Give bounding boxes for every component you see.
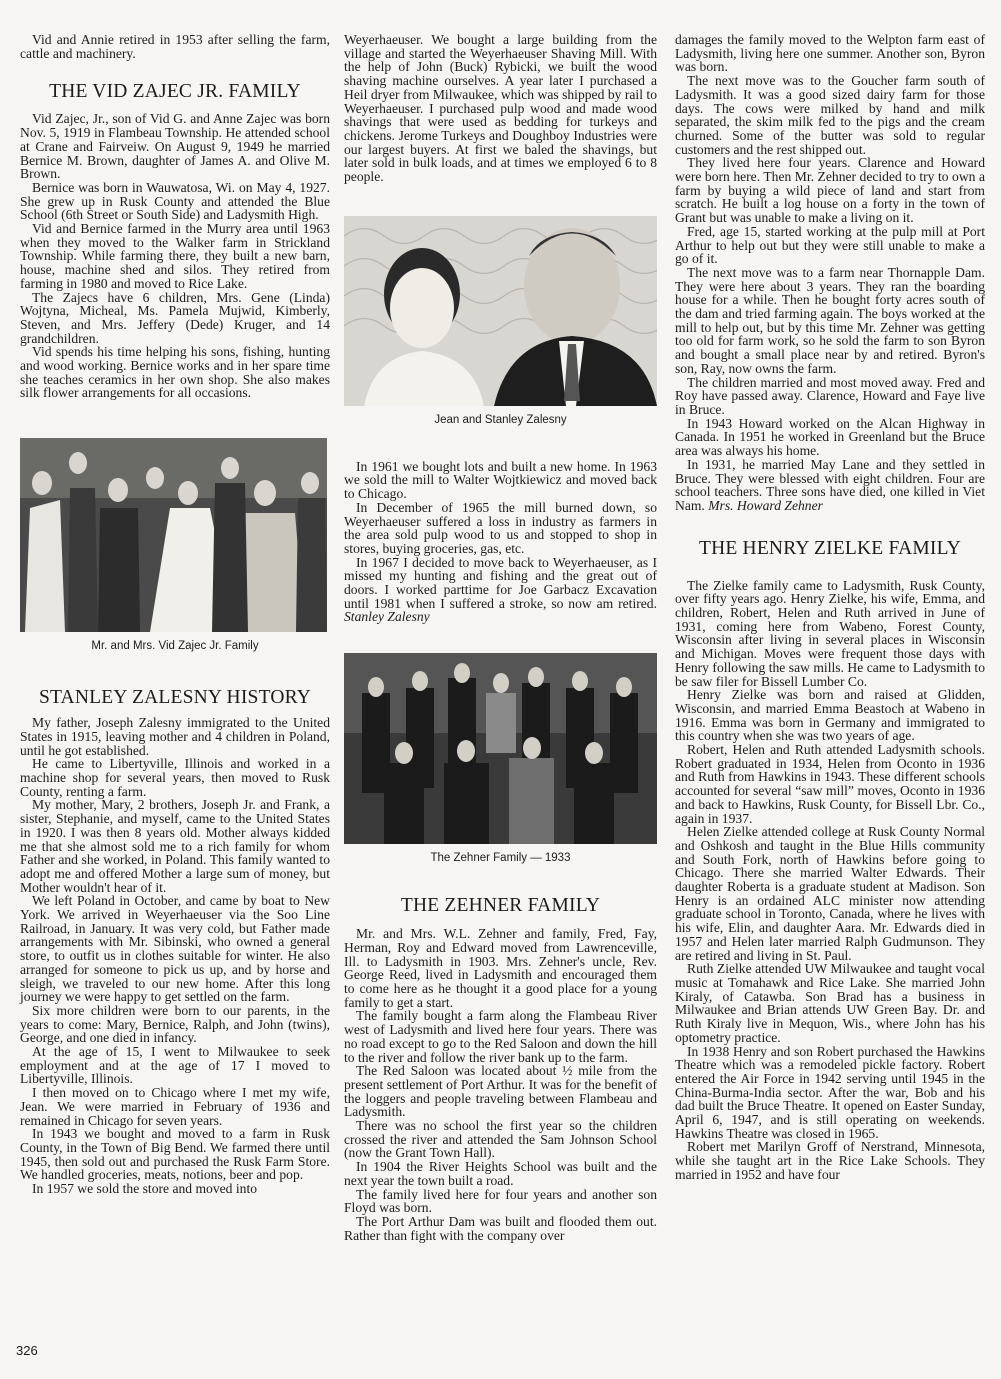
- section-title: STANLEY ZALESNY HISTORY: [38, 687, 312, 709]
- paragraph: The Red Saloon was located about ½ mile from the present settlement of Port Arthur. It was for the benefit of the loggers and people traveling between Flambeau and Ladysmith.: [344, 1063, 657, 1120]
- paragraph: The family bought a farm along the Flambeau River west of Ladysmith and lived here four years. There was no road except to go to the Red Saloon and down the hill to the river and follow the river bank up to the farm.: [344, 1008, 657, 1065]
- paragraph: I then moved on to Chicago where I met my wife, Jean. We were married in February of 1936 and remained in Chicago for seven years.: [20, 1085, 330, 1128]
- column-1: [20, 33, 330, 1196]
- column-3: [675, 33, 985, 1182]
- paragraph: damages the family moved to the Welpton farm east of Ladysmith, living here one summer. Another son, Byron was born.: [675, 32, 985, 75]
- paragraph: The children married and most moved away. Fred and Roy have passed away. Clarence, Howard and Faye live in Bruce.: [675, 374, 985, 417]
- page-number: 326: [16, 1343, 38, 1358]
- paragraph: My father, Joseph Zalesny immigrated to the United States in 1915, leaving mother and 4 children in Poland, until he got established.: [20, 715, 330, 758]
- family-photo-illustration: [20, 438, 327, 632]
- column-2: [344, 33, 657, 1242]
- paragraph: Mr. and Mrs. W.L. Zehner and family, Fred, Fay, Herman, Roy and Edward moved from Lawrenceville, Ill. to Ladysmith in 1903. Mrs. Zehner's uncle, Rev. George Reed, lived in Ladysmith and encouraged them to come here as he thought it a good place for a young family to get a start.: [344, 926, 657, 1010]
- paragraph: Henry Zielke was born and raised at Glidden, Wisconsin, and married Emma Beastoch at Wabeno in 1916. Emma was born in Germany and immigrated to this country when she was two years of age.: [675, 687, 985, 744]
- paragraph: The next move was to a farm near Thornapple Dam. They were here about 3 years. They ran the boarding house for a while. Then he bought forty acres south of the dam and tried farming again. The boys worked at the mill to help out, but by this time Mr. Zehner was getting too old for farm work, so he sold the farm to son Byron and bought a small place near by and retired. Byron's son, Ray, now owns the farm.: [675, 264, 985, 376]
- paragraph: Robert, Helen and Ruth attended Ladysmith schools. Robert graduated in 1934, Helen from Oconto in 1936 and Ruth from Hawkins in 1943. These different schools accounted for several “saw mill” moves, Oconto in 1936 and back to Hawkins, Rusk County, for Bissell Lbr. Co., again in 1937.: [675, 742, 985, 826]
- photo-caption: The Zehner Family — 1933: [430, 852, 571, 865]
- paragraph: The Port Arthur Dam was built and flooded them out. Rather than fight with the company over: [344, 1213, 657, 1243]
- paragraph: The Zajecs have 6 children, Mrs. Gene (Linda) Wojtyna, Micheal, Ms. Pamela Mujwid, Kimberly, Steven, and Mrs. Jeffery (Dede) Kruger, and 14 grandchildren.: [20, 289, 330, 346]
- paragraph: In 1938 Henry and son Robert purchased the Hawkins Theatre which was a remodeled pickle factory. Robert entered the Air Force in 1942 serving until 1945 in the China-Burma-India sector. After the war, Bob and his dad built the Bruce Theatre. It opened on Easter Sunday, April 6, 1947, and is still operating on weekends. Hawkins Theatre was closed in 1965.: [675, 1043, 985, 1141]
- author-signature: Stanley Zalesny: [344, 609, 430, 625]
- paragraph: There was no school the first year so the children crossed the river and attended the Sam Johnson School (now the Grant Town Hall).: [344, 1118, 657, 1161]
- paragraph: The next move was to the Goucher farm south of Ladysmith. It was a good sized dairy farm for those days. The cows were milked by hand and milk separated, the skim milk fed to the pigs and the cream churned. Some of the butter was sold to regular customers and the rest shipped out.: [675, 73, 985, 157]
- photo-caption: Mr. and Mrs. Vid Zajec Jr. Family: [91, 640, 259, 653]
- paragraph: Six more children were born to our parents, in the years to come: Mary, Bernice, Ralph, and John (twins), George, and one died in infancy.: [20, 1002, 330, 1046]
- photo-caption: Jean and Stanley Zalesny: [434, 413, 567, 426]
- paragraph: In 1943 we bought and moved to a farm in Rusk County, in the Town of Big Bend. We farmed there until 1945, then sold out and purchased the Rusk Farm Store. We handled groceries, meats, notions, beer and pop.: [20, 1126, 330, 1183]
- paragraph: My mother, Mary, 2 brothers, Joseph Jr. and Frank, a sister, Stephanie, and myself, came to the United States in 1920. I was then 8 years old. Mother always kidded me that she almost sold me to a rich family for whom Father and she worked, in Poland. This family wanted to adopt me and offered Mother a large sum of money, but Mother wouldn't hear of it.: [20, 797, 330, 895]
- paragraph-text: In 1967 I decided to move back to Weyerhaeuser, as I missed my hunting and fishing and the great out of doors. I worked parttime for Joe Garbacz Excavation until 1981 when I suffered a stroke, so now am retired.: [344, 554, 657, 611]
- paragraph: At the age of 15, I went to Milwaukee to seek employment and at the age of 17 I moved to Libertyville, Illinois.: [20, 1044, 330, 1087]
- paragraph: In 1904 the River Heights School was built and the next year the town built a road.: [344, 1159, 657, 1188]
- paragraph: Vid Zajec, Jr., son of Vid G. and Anne Zajec was born Nov. 5, 1919 in Flambeau Township. He attended school at Crane and Fairveiw. On August 9, 1949 he married Bernice M. Brown, daughter of James A. and Olive M. Brown.: [20, 111, 330, 182]
- paragraph: Vid and Bernice farmed in the Murry area until 1963 when they moved to the Walker farm in Strickland Township. While farming there, they built a new barn, house, machine shed and silos. They retired from farming in 1980 and moved to Rice Lake.: [20, 221, 330, 291]
- paragraph: We left Poland in October, and came by boat to New York. We arrived in Weyerhaeuser via the Soo Line Railroad, in January. It was very cold, but Father made arrangements with Mr. Sibinski, who owned a general store, to outfit us in clothes suitable for winter. He also arranged for someone to pick us up, and by horse and sleigh, we traveled to our new home. After this long journey we were happy to get settled on the farm.: [20, 893, 330, 1005]
- paragraph: Fred, age 15, started working at the pulp mill at Port Arthur to help out but they were still unable to make a go of it.: [675, 223, 985, 267]
- zajec-family-photo: [20, 438, 327, 632]
- paragraph: In December of 1965 the mill burned down, so Weyerhaeuser suffered a loss in industry as farmers in the area sold pulp wood to us and stopped to shop in stores, buying groceries, gas, etc.: [344, 499, 657, 556]
- paragraph: Vid spends his time helping his sons, fishing, hunting and wood working. Bernice works and in her spare time she teaches ceramics in her own shop. She also makes silk flower arrangements for all occasions.: [20, 344, 330, 401]
- paragraph: [675, 458, 985, 513]
- paragraph: Vid and Annie retired in 1953 after selling the farm, cattle and machinery.: [20, 32, 330, 61]
- paragraph: He came to Libertyville, Illinois and worked in a machine shop for several years, then moved to Rusk County, renting a farm.: [20, 756, 330, 799]
- paragraph: Helen Zielke attended college at Rusk County Normal and Oshkosh and taught in the Blue Hills community and South Fork, north of Hawkins before going to Chicago. There she married Walter Edwards. Their daughter Roberta is a graduate student at Madison. Son Henry is an ordained ALC minister now attending graduate school in Toronto, Canada, where he lives with his wife, Elin, and daughter Aara. Mr. Edwards died in 1957 and Helen later married Ralph Gudmunson. They are retired and living in St. Paul.: [675, 824, 985, 963]
- paragraph-text: In 1931, he married May Lane and they settled in Bruce. They were blessed with eight children. Four are school teachers. Three sons have died, one killed in Viet Nam.: [675, 456, 985, 513]
- paragraph: Bernice was born in Wauwatosa, Wi. on May 4, 1927. She grew up in Rusk County and attended the Blue School (6th Street or South Side) and Ladysmith High.: [20, 179, 330, 223]
- zehner-family-photo: [344, 653, 657, 844]
- paragraph: They lived here four years. Clarence and Howard were born here. Then Mr. Zehner decided to try to own a farm by buying a wild piece of land and start from scratch. He built a log house on a forty in the town of Grant but was unable to make a living on it.: [675, 155, 985, 226]
- couple-photo-illustration: [344, 216, 657, 406]
- section-title: THE ZEHNER FAMILY: [400, 895, 601, 917]
- paragraph: [344, 556, 657, 625]
- paragraph: Robert met Marilyn Groff of Nerstrand, Minnesota, while she taught art in the Rice Lake Schools. They married in 1952 and have four: [675, 1139, 985, 1182]
- paragraph: In 1961 we bought lots and built a new home. In 1963 we sold the mill to Walter Wojtkiewicz and moved back to Chicago.: [344, 458, 657, 502]
- author-signature: Mrs. Howard Zehner: [708, 497, 823, 513]
- section-title: THE HENRY ZIELKE FAMILY: [698, 537, 962, 559]
- zalesny-couple-photo: [344, 216, 657, 406]
- section-title: THE VID ZAJEC JR. FAMILY: [49, 81, 301, 103]
- paragraph: In 1957 we sold the store and moved into: [32, 1181, 258, 1197]
- group-photo-illustration: [344, 653, 657, 844]
- paragraph: Ruth Zielke attended UW Milwaukee and taught vocal music at Tomahawk and Rice Lake. She married John Kiraly, of Catawba. Son Brad has a business in Milwaukee and Brian attends UW Green Bay. Dr. and Ruth Kiraly live in Mequon, Wis., where John has his optometry practice.: [675, 961, 985, 1045]
- paragraph: The Zielke family came to Ladysmith, Rusk County, over fifty years ago. Henry Zielke, his wife, Emma, and children, Robert, Helen and Ruth arrived in June of 1931, coming here from Wabeno, Forest County, Wisconsin after living in several places in Wisconsin and Michigan. Moves were frequent those days with Henry following the saw mills. He came to Ladysmith to be saw filer for Bissell Lumber Co.: [675, 577, 985, 689]
- paragraph: The family lived here for four years and another son Floyd was born.: [344, 1186, 657, 1216]
- paragraph: Weyerhaeuser. We bought a large building from the village and started the Weyerhaeuser Shaving Mill. With the help of John (Buck) Rybicki, we built the wood shaving machine ourselves. A year later I purchased a Heil dryer from Milwaukee, which was shipped by rail to Weyerhaeuser. I purchased pulp wood and made wood shavings that were used as bedding for turkeys and chickens. Jerome Turkeys and Doughboy Industries were our largest buyers. At first we baled the shavings, but later sold in bulk loads, and at times we employed 6 to 8 people.: [344, 32, 657, 185]
- paragraph: In 1943 Howard worked on the Alcan Highway in Canada. In 1951 he worked in Greenland but the Bruce area was always his home.: [675, 415, 985, 459]
